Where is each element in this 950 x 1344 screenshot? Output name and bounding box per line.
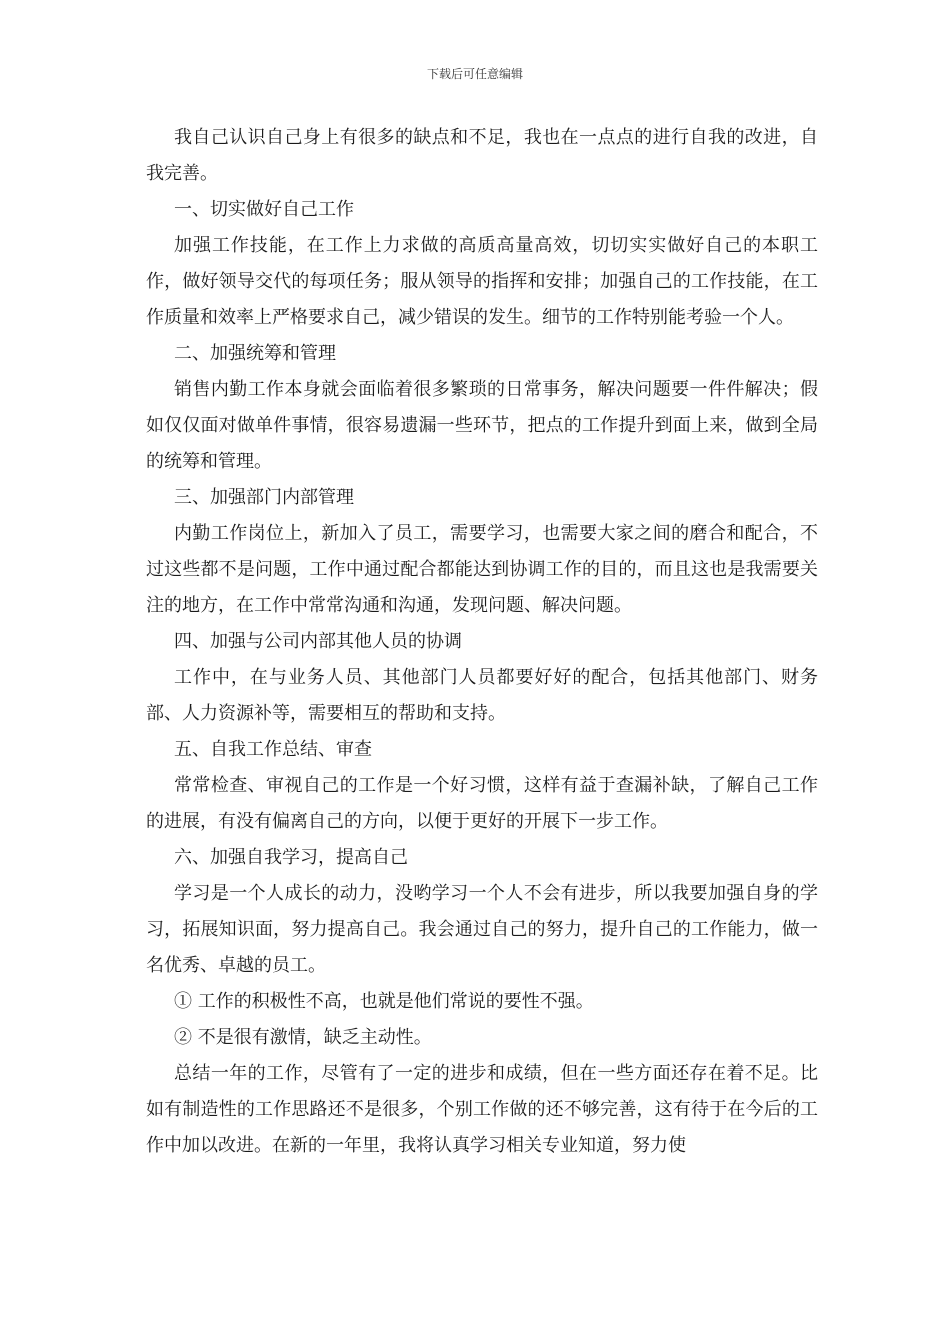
paragraph-section-6: 学习是一个人成长的动力，没哟学习一个人不会有进步，所以我要加强自身的学习，拓展知识面，努力提高自己。我会通过自己的努力，提升自己的工作能力，做一名优秀、卓越的员工。 (146, 883, 818, 976)
list-item-1: ① 工作的积极性不高，也就是他们常说的要性不强。 (174, 991, 594, 1012)
section-heading-2: 二、加强统筹和管理 (174, 343, 336, 364)
section-heading-5: 五、自我工作总结、审查 (174, 739, 372, 760)
paragraph-summary: 总结一年的工作，尽管有了一定的进步和成绩，但在一些方面还存在着不足。比如有制造性的工作思路还不是很多，个别工作做的还不够完善，这有待于在今后的工作中加以改进。在新的一年里，我将认真学习相关专业知道，努力使 (146, 1063, 818, 1156)
list-item-2: ② 不是很有激情，缺乏主动性。 (174, 1027, 432, 1048)
paragraph-intro: 我自己认识自己身上有很多的缺点和不足，我也在一点点的进行自我的改进，自我完善。 (146, 127, 818, 184)
paragraph-section-3: 内勤工作岗位上，新加入了员工，需要学习，也需要大家之间的磨合和配合，不过这些都不是问题，工作中通过配合都能达到协调工作的目的，而且这也是我需要关注的地方，在工作中常常沟通和沟通，发现问题、解决问题。 (146, 523, 818, 616)
section-heading-3: 三、加强部门内部管理 (174, 487, 354, 508)
paragraph-section-5: 常常检查、审视自己的工作是一个好习惯，这样有益于查漏补缺，了解自己工作的进展，有没有偏离自己的方向，以便于更好的开展下一步工作。 (146, 775, 818, 832)
section-heading-1: 一、切实做好自己工作 (174, 199, 354, 220)
paragraph-section-1: 加强工作技能，在工作上力求做的高质高量高效，切切实实做好自己的本职工作，做好领导交代的每项任务；服从领导的指挥和安排；加强自己的工作技能，在工作质量和效率上严格要求自己，减少错误的发生。细节的工作特别能考验一个人。 (146, 235, 818, 328)
paragraph-section-4: 工作中，在与业务人员、其他部门人员都要好好的配合，包括其他部门、财务部、人力资源补等，需要相互的帮助和支持。 (146, 667, 818, 724)
page-header: 下载后可任意编辑 (426, 67, 523, 81)
section-heading-4: 四、加强与公司内部其他人员的协调 (174, 631, 462, 652)
paragraph-section-2: 销售内勤工作本身就会面临着很多繁琐的日常事务，解决问题要一件件解决；假如仅仅面对做单件事情，很容易遗漏一些环节，把点的工作提升到面上来，做到全局的统筹和管理。 (146, 379, 818, 472)
section-heading-6: 六、加强自我学习，提高自己 (174, 847, 408, 868)
document-body (146, 120, 818, 1164)
